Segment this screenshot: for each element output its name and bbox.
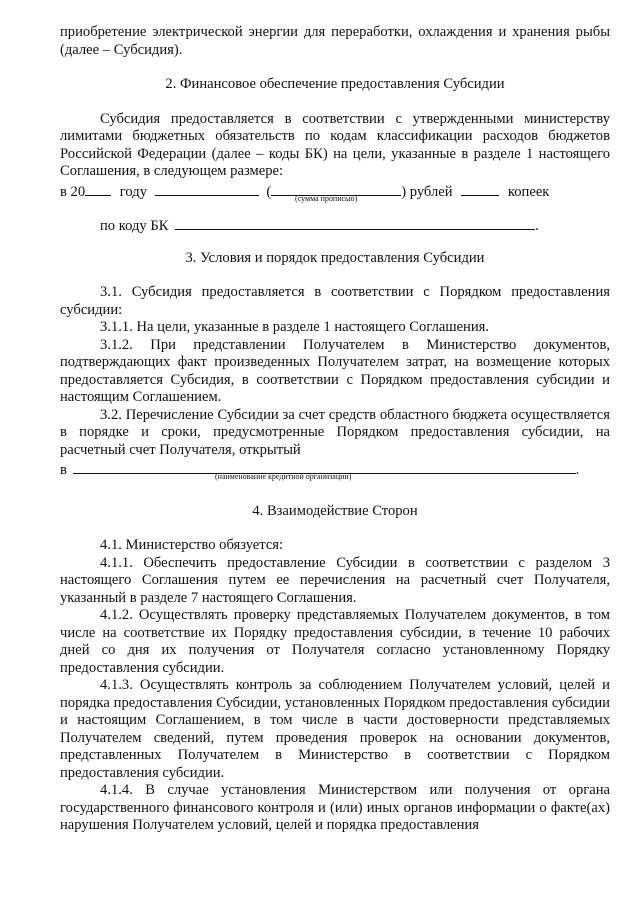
kopecks-blank — [461, 181, 499, 196]
amount-year-word: году — [119, 183, 148, 200]
amount-year-prefix: в 20 — [60, 183, 86, 200]
bank-line — [60, 459, 610, 481]
amount-line — [60, 181, 610, 203]
bank-caption: (наименование кредитной организации) — [215, 472, 352, 481]
clause-4-1: 4.1. Министерство обязуется: — [100, 537, 284, 553]
section-4-heading: 4. Взаимодействие Сторон — [252, 502, 418, 519]
clause-3-1: 3.1. Субсидия предоставляется в соответствии с Порядком предоставления субсидии: — [60, 284, 610, 318]
amount-caption: (сумма прописью) — [295, 193, 358, 203]
clause-4-1-2: 4.1.2. Осуществлять проверку представляемых Получателем документов, в том числе на соответствие их Порядку предоставления субсидии, в течение 10 рабочих дней со дня их получения от Получателя согласно установленному Порядку предоставления субсидии. — [60, 607, 610, 676]
bk-code-line — [60, 215, 610, 233]
amount-rubles-label: ) рублей — [401, 183, 453, 200]
clause-3-2: 3.2. Перечисление Субсидии за счет средств областного бюджета осуществляется в порядке и сроки, предусмотренные Порядком предоставления субсидии, на расчетный счет Получателя, открытый — [60, 406, 610, 458]
bank-prefix: в — [60, 462, 67, 478]
clause-3-1-1: 3.1.1. На цели, указанные в разделе 1 настоящего Соглашения. — [100, 319, 490, 335]
bank-end: . — [575, 462, 580, 478]
bk-code-blank — [175, 215, 535, 230]
section-2-paragraph: Субсидия предоставляется в соответствии с утвержденными министерству лимитами бюджетных обязательств по кодам классификации расходов бюджетов Российской Федерации (далее – коды БК) на цели, указанные в разделе 1 настоящего Соглашения, в следующем размере: — [60, 110, 610, 179]
bk-code-label: по коду БК — [100, 218, 169, 234]
clause-4-1-3: 4.1.3. Осуществлять контроль за соблюдением Получателем условий, целей и порядка предоставления Субсидии, установленных Порядком предоставления субсидии и настоящим Соглашением, в том числе в части достоверности представляемых Получателем сведений, путем проведения проверок на основании документов, представленных Получателем в Министерство в соответствии с Порядком предоставления субсидии. — [60, 677, 610, 781]
intro-paragraph: приобретение электрической энергии для переработки, охлаждения и хранения рыбы (далее – Субсидия). — [60, 24, 610, 58]
year-blank — [85, 181, 111, 196]
amount-open-paren: ( — [266, 183, 272, 200]
document-page — [60, 24, 610, 835]
clause-4-1-4: 4.1.4. В случае установления Министерством или получения от органа государственного финансового контроля и (или) иных органов информации о факте(ах) нарушения Получателем условий, целей и порядка предоставления — [60, 782, 610, 833]
section-3-heading: 3. Условия и порядок предоставления Субсидии — [185, 249, 485, 266]
clause-3-1-2: 3.1.2. При представлении Получателем в Министерство документов, подтверждающих факт произведенных Получателем затрат, на возмещение которых предоставляется Субсидия, в соответствии с Порядком предоставления субсидии и настоящим Соглашением. — [60, 336, 610, 405]
section-2-heading: 2. Финансовое обеспечение предоставления Субсидии — [165, 76, 505, 92]
amount-kopecks-label: копеек — [507, 183, 550, 200]
amount-number-blank — [155, 181, 259, 196]
clause-4-1-1: 4.1.1. Обеспечить предоставление Субсидии в соответствии с разделом 3 настоящего Соглашения путем ее перечисления на расчетный счет Получателя, указанный в разделе 7 настоящего Соглашения. — [60, 554, 610, 606]
bk-code-end: . — [535, 218, 539, 234]
